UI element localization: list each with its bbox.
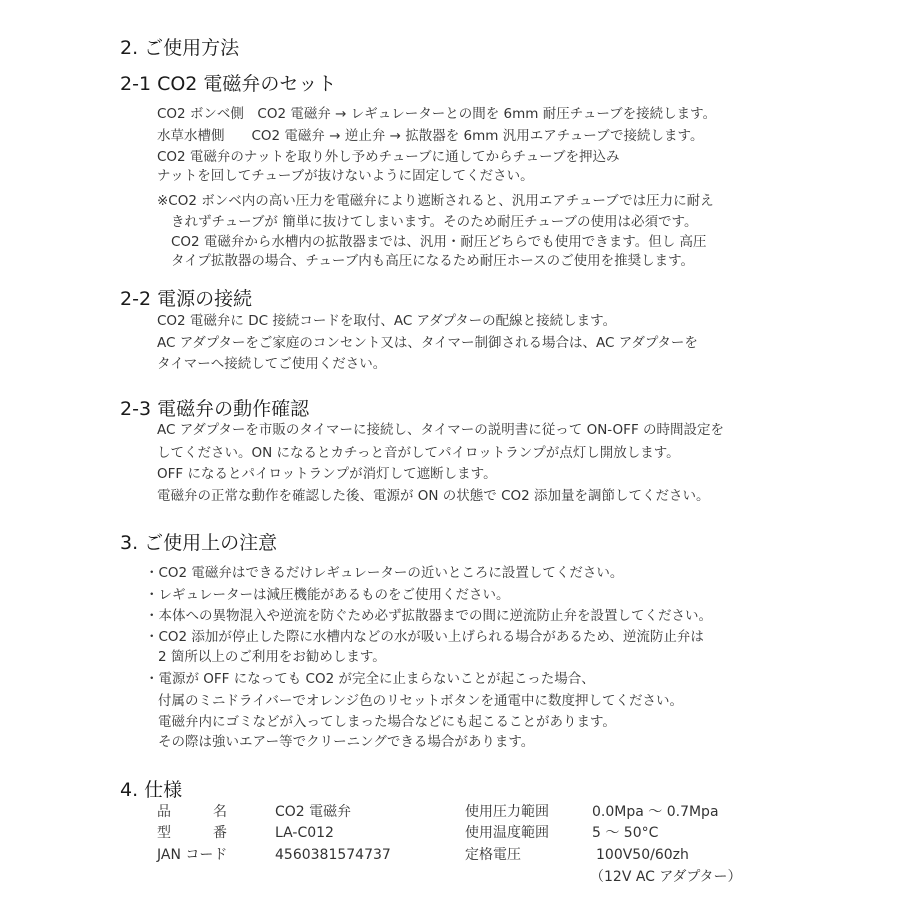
spec-value: LA-C012	[275, 825, 334, 841]
spec-value: CO2 電磁弁	[275, 804, 352, 820]
section-3-heading: 3. ご使用上の注意	[120, 532, 278, 554]
body-line: してください。ON になるとカチっと音がしてパイロットランプが点灯し開放します。	[157, 445, 680, 461]
caution-item-cont: その際は強いエアー等でクリーニングできる場合があります。	[158, 734, 535, 750]
body-line: CO2 電磁弁のナットを取り外し予めチューブに通してからチューブを押込み	[157, 149, 620, 165]
spec-voltage-note: （12V AC アダプター）	[590, 869, 742, 885]
note-line: ※CO2 ボンベ内の高い圧力を電磁弁により遮断されると、汎用エアチューブでは圧力に耐え	[157, 193, 714, 209]
section-2-heading: 2. ご使用方法	[120, 37, 240, 59]
caution-item-cont: 2 箇所以上のご利用をお勧めします。	[158, 649, 386, 665]
spec-label: 定格電圧	[465, 847, 521, 863]
section-2-2-heading: 2-2 電源の接続	[120, 288, 253, 310]
spec-value: 100V50/60zh	[596, 847, 689, 863]
body-line: 水草水槽側 CO2 電磁弁 → 逆止弁 → 拡散器を 6mm 汎用エアチューブで接続します。	[157, 128, 704, 144]
section-2-3-heading: 2-3 電磁弁の動作確認	[120, 398, 310, 420]
body-line: CO2 ボンベ側 CO2 電磁弁 → レギュレーターとの間を 6mm 耐圧チューブを接続します。	[157, 106, 717, 122]
spec-label: 使用圧力範囲	[465, 804, 549, 820]
spec-value: 5 ～ 50°C	[592, 825, 659, 841]
body-line: CO2 電磁弁に DC 接続コードを取付、AC アダプターの配線と接続します。	[157, 313, 617, 329]
caution-item-cont: 付属のミニドライバーでオレンジ色のリセットボタンを通電中に数度押してください。	[158, 693, 684, 709]
spec-label: JAN コード	[157, 847, 228, 863]
section-2-1-heading: 2-1 CO2 電磁弁のセット	[120, 73, 337, 95]
body-line: 電磁弁の正常な動作を確認した後、電源が ON の状態で CO2 添加量を調節してください。	[157, 488, 710, 504]
section-4-heading: 4. 仕様	[120, 779, 183, 801]
note-line: CO2 電磁弁から水槽内の拡散器までは、汎用・耐圧どちらでも使用できます。但し 高圧	[171, 234, 707, 250]
spec-value: 4560381574737	[275, 847, 391, 863]
body-line: タイマーへ接続してご使用ください。	[157, 356, 387, 372]
note-line: タイプ拡散器の場合、チューブ内も高圧になるため耐圧ホースのご使用を推奨します。	[171, 253, 694, 269]
spec-label: 使用温度範囲	[465, 825, 549, 841]
caution-item: ・CO2 電磁弁はできるだけレギュレーターの近いところに設置してください。	[145, 565, 624, 581]
body-line: AC アダプターをご家庭のコンセント又は、タイマー制御される場合は、AC アダプターを	[157, 335, 698, 351]
caution-item: ・電源が OFF になっても CO2 が完全に止まらないことが起こった場合、	[145, 671, 595, 687]
body-line: AC アダプターを市販のタイマーに接続し、タイマーの説明書に従って ON-OFF の時間設定を	[157, 422, 724, 438]
body-line: OFF になるとパイロットランプが消灯して遮断します。	[157, 466, 497, 482]
body-line: ナットを回してチューブが抜けないように固定してください。	[157, 168, 534, 184]
caution-item: ・CO2 添加が停止した際に水槽内などの水が吸い上げられる場合があるため、逆流防止弁は	[145, 629, 704, 645]
caution-item: ・本体への異物混入や逆流を防ぐため必ず拡散器までの間に逆流防止弁を設置してください。	[145, 608, 712, 624]
spec-label: 品 名	[157, 804, 227, 820]
note-line: きれずチューブが 簡単に抜けてしまいます。そのため耐圧チューブの使用は必須です。	[171, 214, 698, 230]
caution-item-cont: 電磁弁内にゴミなどが入ってしまった場合などにも起こることがあります。	[158, 714, 616, 730]
caution-item: ・レギュレーターは減圧機能があるものをご使用ください。	[145, 587, 510, 603]
spec-label: 型 番	[157, 825, 227, 841]
spec-value: 0.0Mpa ～ 0.7Mpa	[592, 804, 719, 820]
